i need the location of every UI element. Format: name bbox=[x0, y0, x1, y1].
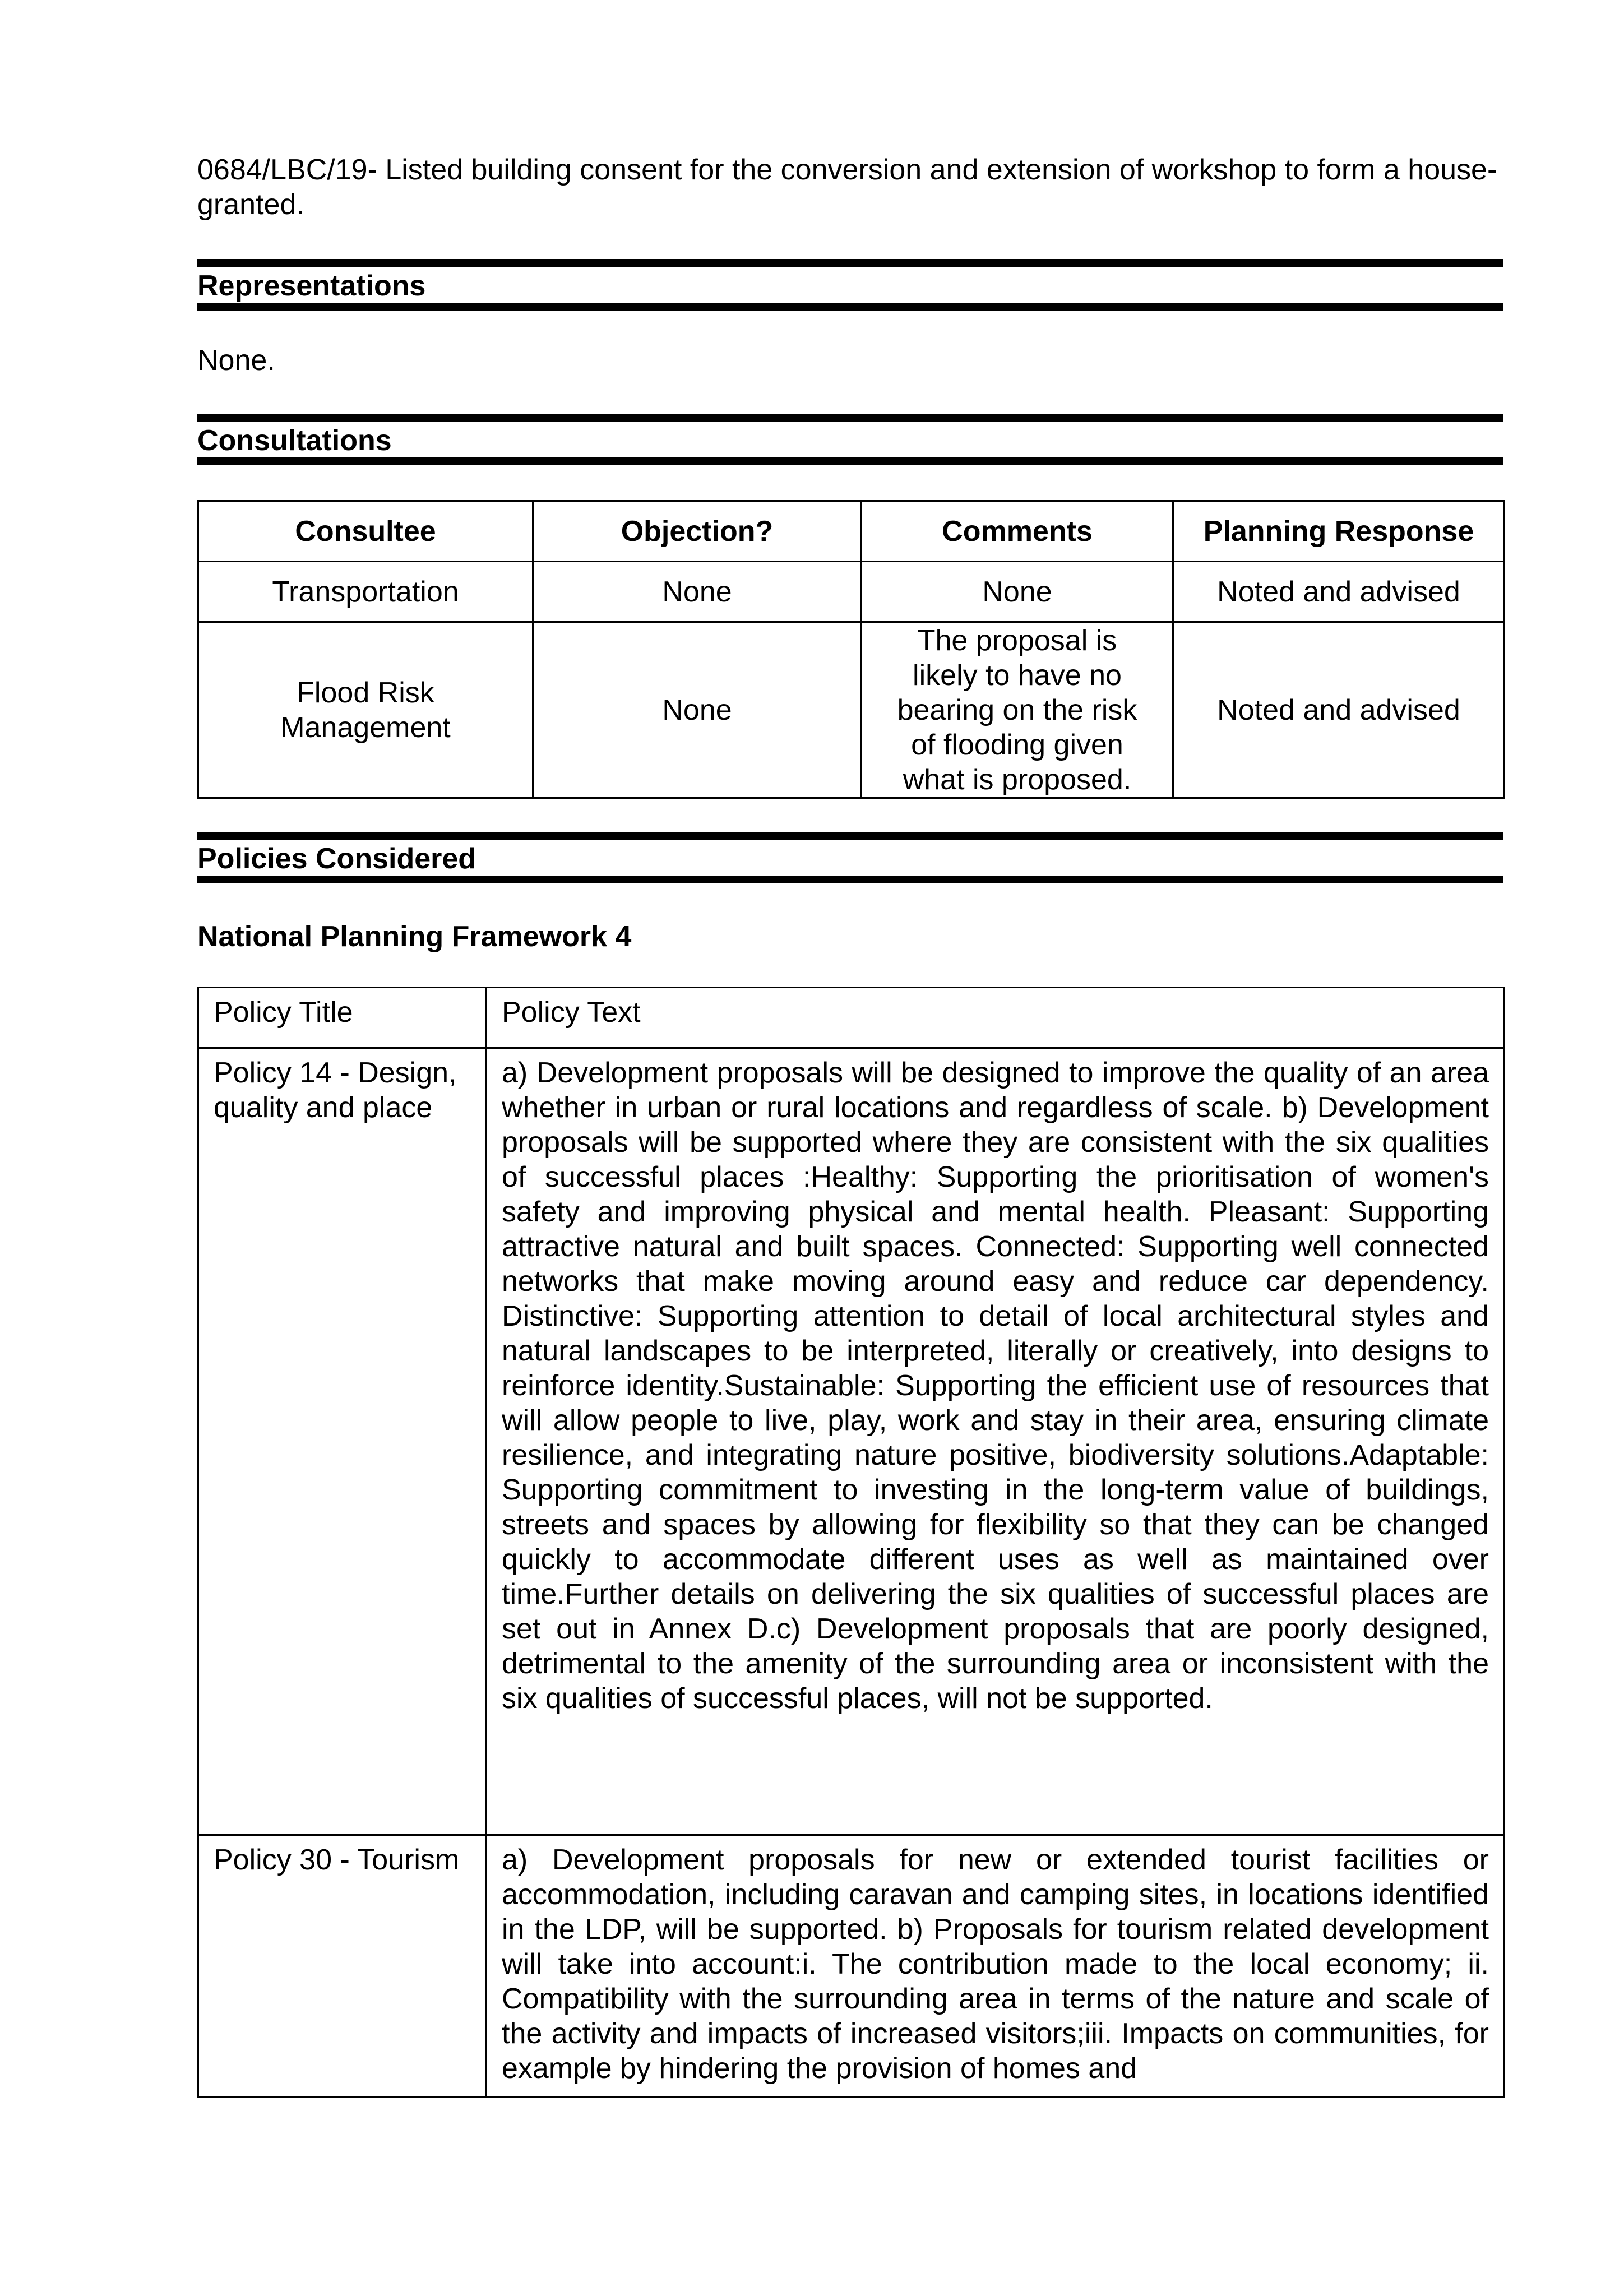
column-header-planning-response: Planning Response bbox=[1173, 501, 1505, 562]
framework-title: National Planning Framework 4 bbox=[197, 920, 632, 953]
policies-table bbox=[197, 987, 1505, 2098]
representations-heading: Representations bbox=[197, 270, 426, 302]
column-header-policy-text: Policy Text bbox=[487, 988, 1505, 1048]
representations-header bbox=[197, 259, 1503, 311]
objection-cell: None bbox=[533, 562, 862, 622]
column-header-consultee: Consultee bbox=[198, 501, 533, 562]
column-header-objection: Objection? bbox=[533, 501, 862, 562]
policy-text-cell: a) Development proposals will be designed to improve the quality of an area whether in urban or rural locations and regardless of scale. b) Development proposals will be supported where they are consistent with the six qualities of successful places :Healthy: Supporting the prioritisation of women's safety and improving physical and mental health. Pleasant: Supporting attractive natural and built spaces. Connected: Supporting well connected networks that make moving around easy and reduce car dependency. Distinctive: Supporting attention to detail of local architectural styles and natural landscapes to be interpreted, literally or creatively, into designs to reinforce identity.Sustainable: Supporting the efficient use of resources that will allow people to live, play, work and stay in their area, ensuring climate resilience, and integrating nature positive, biodiversity solutions.Adaptable: Supporting commitment to investing in the long-term value of buildings, streets and spaces by allowing for flexibility so that they can be changed quickly to accommodate different uses as well as maintained over time.Further details on delivering the six qualities of successful places are set out in Annex D.c) Development proposals that are poorly designed, detrimental to the amenity of the surrounding area or inconsistent with the six qualities of successful places, will not be supported. bbox=[487, 1048, 1505, 1835]
consultee-cell: Flood Risk Management bbox=[198, 622, 533, 798]
column-header-comments: Comments bbox=[862, 501, 1173, 562]
policy-text-cell: a) Development proposals for new or extended tourist facilities or accommodation, including caravan and camping sites, in locations identified in the LDP, will be supported. b) Proposals for tourism related development will take into account:i. The contribution made to the local economy; ii. Compatibility with the surrounding area in terms of the nature and scale of the activity and impacts of increased visitors;iii. Impacts on communities, for example by hindering the provision of homes and bbox=[487, 1835, 1505, 2098]
consultations-table bbox=[197, 500, 1505, 799]
policies-header-row bbox=[198, 988, 1505, 1048]
consultations-header-row bbox=[198, 501, 1505, 562]
comments-cell: The proposal is likely to have no bearing on the risk of flooding given what is proposed. bbox=[862, 622, 1173, 798]
policies-heading: Policies Considered bbox=[197, 843, 476, 875]
intro-paragraph: 0684/LBC/19- Listed building consent for the conversion and extension of workshop to form a house- granted. bbox=[197, 154, 1497, 221]
table-row bbox=[198, 1048, 1505, 1835]
policy-title-cell: Policy 14 - Design, quality and place bbox=[198, 1048, 487, 1835]
comments-cell: None bbox=[862, 562, 1173, 622]
response-cell: Noted and advised bbox=[1173, 562, 1505, 622]
consultations-header bbox=[197, 414, 1503, 465]
response-cell: Noted and advised bbox=[1173, 622, 1505, 798]
representations-body: None. bbox=[197, 344, 275, 377]
column-header-policy-title: Policy Title bbox=[198, 988, 487, 1048]
table-row bbox=[198, 562, 1505, 622]
consultations-heading: Consultations bbox=[197, 424, 392, 457]
table-row bbox=[198, 1835, 1505, 2098]
policy-title-cell: Policy 30 - Tourism bbox=[198, 1835, 487, 2098]
table-row bbox=[198, 622, 1505, 798]
objection-cell: None bbox=[533, 622, 862, 798]
consultee-cell: Transportation bbox=[198, 562, 533, 622]
policies-header bbox=[197, 832, 1503, 883]
